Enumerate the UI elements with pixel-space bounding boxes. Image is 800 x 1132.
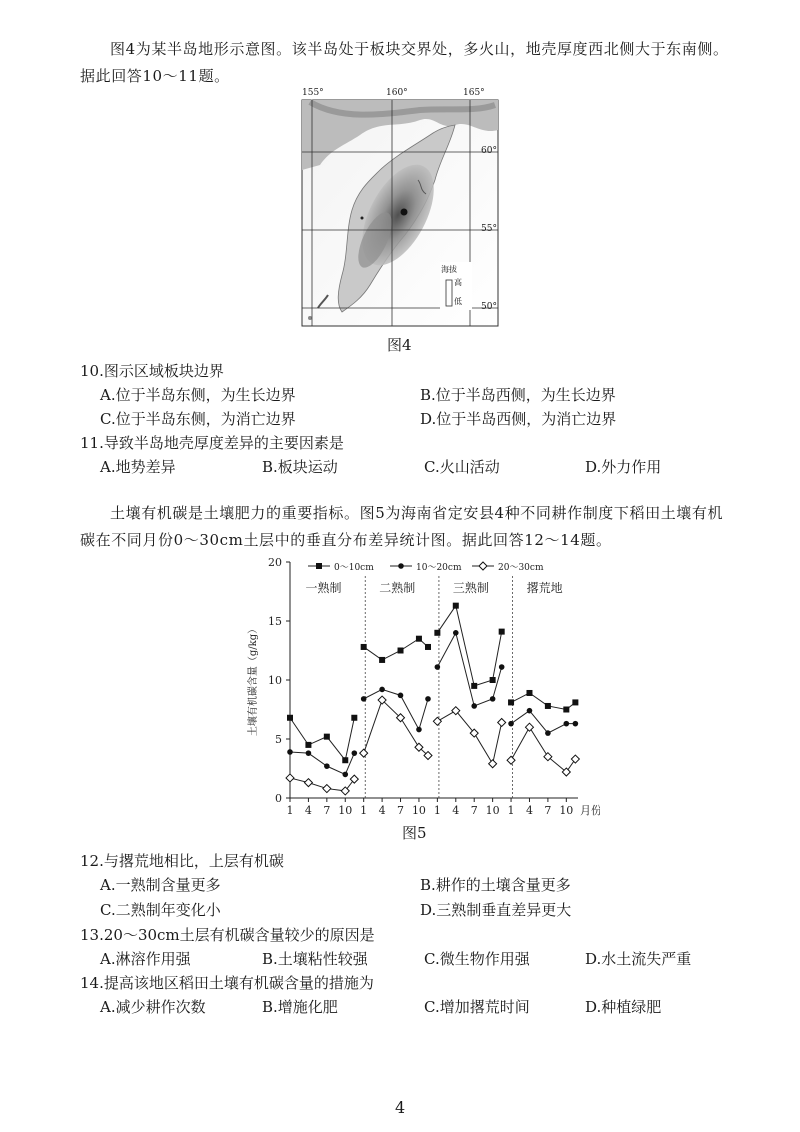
peninsula-terrain-map <box>300 90 500 334</box>
q12-option-a: A.一熟制含量更多 <box>100 876 221 894</box>
data-point-square <box>305 742 311 748</box>
question-10-stem: 10.图示区域板块边界 <box>80 362 224 380</box>
group-label: 三熟制 <box>452 581 489 595</box>
data-point-diamond <box>507 756 515 764</box>
data-point-dot <box>435 664 441 670</box>
question-12-stem: 12.与撂荒地相比，上层有机碳 <box>80 852 284 870</box>
q13-option-d: D.水土流失严重 <box>585 950 692 968</box>
data-point-square <box>324 734 330 740</box>
data-point-square <box>425 644 431 650</box>
data-point-square <box>453 603 459 609</box>
x-tick-label: 1 <box>433 804 441 817</box>
map-lat-label-60: 60° <box>481 146 497 156</box>
data-point-square <box>416 636 422 642</box>
q13-option-a: A.淋溶作用强 <box>100 950 191 968</box>
q10-option-c: C.位于半岛东侧，为消亡边界 <box>100 410 296 428</box>
legend-marker <box>398 563 404 569</box>
data-point-dot <box>416 727 422 733</box>
data-point-square <box>526 690 532 696</box>
question-14-stem: 14.提高该地区稻田土壤有机碳含量的措施为 <box>80 974 374 992</box>
x-tick-label: 4 <box>452 804 460 817</box>
x-tick-label: 10 <box>485 804 500 817</box>
q12-option-c: C.二熟制年变化小 <box>100 901 221 919</box>
x-tick-label: 10 <box>411 804 426 817</box>
data-point-dot <box>361 696 367 702</box>
series-line-square <box>364 639 428 660</box>
data-point-dot <box>453 630 459 636</box>
q11-option-d: D.外力作用 <box>585 458 662 476</box>
data-point-dot <box>379 687 385 693</box>
map-lon-label-165: 165° <box>463 88 485 98</box>
map-lat-label-55: 55° <box>481 224 497 234</box>
series-line-square <box>437 606 501 686</box>
x-axis-unit-label: 月份 <box>580 804 600 817</box>
q13-option-b: B.土壤粘性较强 <box>262 950 368 968</box>
data-point-dot <box>425 696 431 702</box>
data-point-square <box>572 699 578 705</box>
y-tick-label: 15 <box>268 615 282 628</box>
x-tick-label: 1 <box>286 804 294 817</box>
y-axis-label: 土壤有机碳含量（g/kg） <box>248 623 259 737</box>
data-point-dot <box>508 721 514 727</box>
data-point-diamond <box>571 755 579 763</box>
map-legend-low: 低 <box>454 297 462 306</box>
data-point-dot <box>527 708 533 714</box>
data-point-diamond <box>489 760 497 768</box>
data-point-square <box>351 715 357 721</box>
x-tick-label: 1 <box>507 804 515 817</box>
data-point-square <box>471 683 477 689</box>
data-point-square <box>361 644 367 650</box>
x-tick-label: 7 <box>323 804 331 817</box>
data-point-square <box>434 630 440 636</box>
data-point-square <box>563 707 569 713</box>
series-line-square <box>290 718 354 760</box>
group-label: 撂荒地 <box>526 581 563 595</box>
data-point-dot <box>490 696 496 702</box>
data-point-square <box>379 657 385 663</box>
legend-marker <box>316 563 322 569</box>
data-point-diamond <box>525 723 533 731</box>
soil-carbon-chart <box>240 552 600 826</box>
data-point-dot <box>499 664 505 670</box>
data-point-square <box>499 629 505 635</box>
group-label: 二熟制 <box>379 581 416 595</box>
data-point-square <box>545 703 551 709</box>
map-lon-label-155: 155° <box>302 88 324 98</box>
x-tick-label: 4 <box>304 804 312 817</box>
y-tick-label: 5 <box>275 733 282 746</box>
data-point-dot <box>342 772 348 778</box>
legend-label: 10～20cm <box>416 563 462 573</box>
data-point-square <box>490 677 496 683</box>
q11-option-a: A.地势差异 <box>100 458 176 476</box>
series-line-diamond <box>437 711 501 764</box>
y-tick-label: 0 <box>275 792 282 805</box>
x-tick-label: 4 <box>378 804 386 817</box>
data-point-diamond <box>360 749 368 757</box>
data-point-dot <box>352 750 358 756</box>
data-point-dot <box>324 763 330 769</box>
page-number: 4 <box>395 1098 406 1117</box>
q12-option-b: B.耕作的土壤含量更多 <box>420 876 571 894</box>
passage-intro-fig4: 图4为某半岛地形示意图。该半岛处于板块交界处，多火山，地壳厚度西北侧大于东南侧。据此回答10～11题。 <box>80 40 729 85</box>
q14-option-d: D.种植绿肥 <box>585 998 662 1016</box>
y-tick-label: 10 <box>268 674 282 687</box>
x-tick-label: 10 <box>338 804 353 817</box>
series-line-dot <box>364 689 428 729</box>
data-point-square <box>508 699 514 705</box>
q14-option-a: A.减少耕作次数 <box>100 998 206 1016</box>
x-tick-label: 7 <box>470 804 478 817</box>
data-point-dot <box>545 730 551 736</box>
question-11-stem: 11.导致半岛地壳厚度差异的主要因素是 <box>80 434 344 452</box>
x-tick-label: 1 <box>360 804 368 817</box>
q10-option-a: A.位于半岛东侧，为生长边界 <box>100 386 296 404</box>
q14-option-c: C.增加撂荒时间 <box>424 998 530 1016</box>
legend-label: 20～30cm <box>498 563 544 573</box>
data-point-square <box>287 715 293 721</box>
data-point-diamond <box>433 717 441 725</box>
passage-intro-fig5: 土壤有机碳是土壤肥力的重要指标。图5为海南省定安县4种不同耕作制度下稻田土壤有机碳在不同月份0～30cm土层中的垂直分布差异统计图。据此回答12～14题。 <box>80 504 724 549</box>
x-tick-label: 4 <box>525 804 533 817</box>
q14-option-b: B.增施化肥 <box>262 998 338 1016</box>
q11-option-c: C.火山活动 <box>424 458 500 476</box>
series-line-dot <box>437 633 501 706</box>
figure-4-caption: 图4 <box>387 336 412 354</box>
y-tick-label: 20 <box>268 556 282 569</box>
q11-option-b: B.板块运动 <box>262 458 338 476</box>
data-point-dot <box>398 693 404 699</box>
map-lon-label-160: 160° <box>386 88 408 98</box>
q13-option-c: C.微生物作用强 <box>424 950 530 968</box>
data-point-dot <box>471 703 477 709</box>
q12-option-d: D.三熟制垂直差异更大 <box>420 901 572 919</box>
q10-option-b: B.位于半岛西侧，为生长边界 <box>420 386 616 404</box>
map-legend-title: 海拔 <box>441 265 457 274</box>
data-point-diamond <box>323 785 331 793</box>
x-tick-label: 7 <box>544 804 552 817</box>
group-label: 一熟制 <box>305 581 342 595</box>
data-point-square <box>398 648 404 654</box>
data-point-diamond <box>304 779 312 787</box>
question-13-stem: 13.20～30cm土层有机碳含量较少的原因是 <box>80 926 375 944</box>
q10-option-d: D.位于半岛西侧，为消亡边界 <box>420 410 617 428</box>
data-point-diamond <box>286 774 294 782</box>
x-tick-label: 10 <box>559 804 574 817</box>
data-point-dot <box>573 721 579 727</box>
data-point-dot <box>306 750 312 756</box>
x-tick-label: 7 <box>397 804 405 817</box>
data-point-diamond <box>350 775 358 783</box>
data-point-diamond <box>341 787 349 795</box>
data-point-square <box>342 757 348 763</box>
data-point-dot <box>287 749 293 755</box>
legend-label: 0～10cm <box>334 563 374 573</box>
figure-5-caption: 图5 <box>402 824 427 842</box>
data-point-dot <box>564 721 570 727</box>
legend-marker <box>479 562 487 570</box>
map-lat-label-50: 50° <box>481 302 497 312</box>
map-legend-high: 高 <box>454 278 462 287</box>
series-line-diamond <box>511 727 575 772</box>
data-point-diamond <box>498 718 506 726</box>
